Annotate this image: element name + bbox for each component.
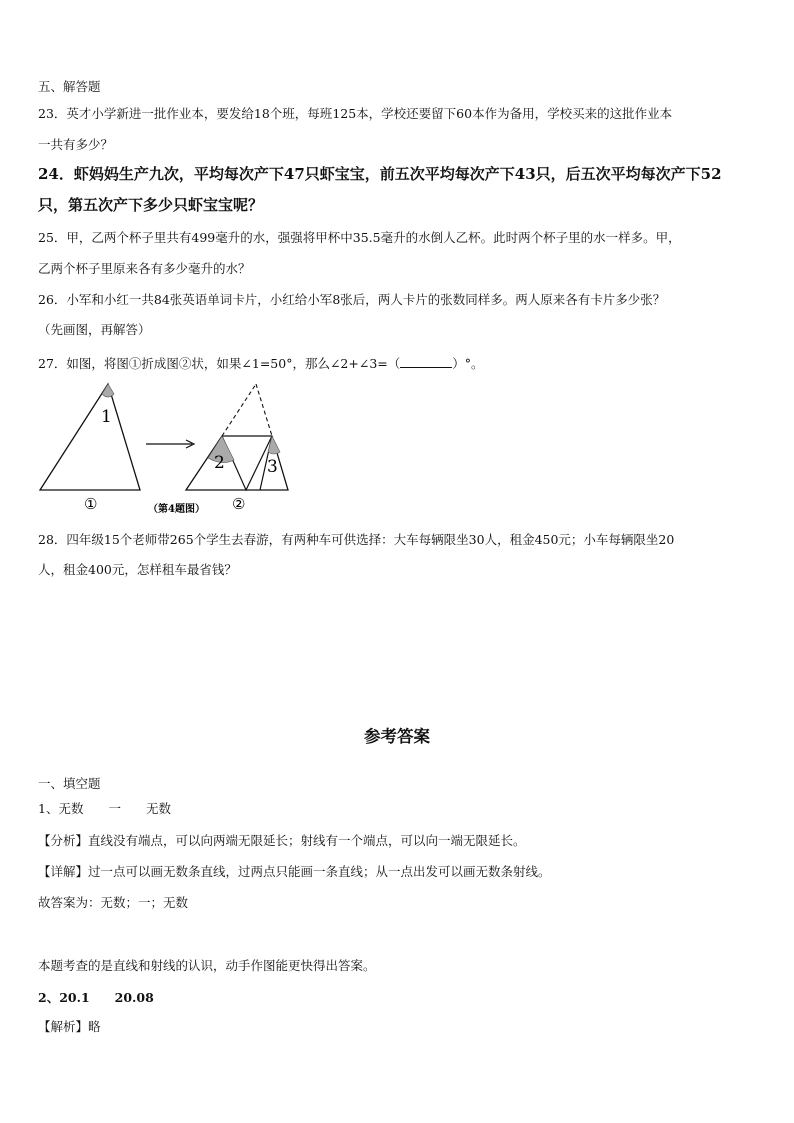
q26-line1: 26．小军和小红一共84张英语单词卡片，小红给小军8张后，两人卡片的张数同样多。两人原来各有卡片多少张？ (38, 292, 666, 307)
fold-lines (222, 436, 272, 490)
q28-line2: 人，租金400元，怎样租车最省钱？ (38, 562, 237, 577)
fig1-label: ① (84, 495, 98, 513)
answer-blank (400, 355, 452, 368)
answer1-detail: 【详解】过一点可以画无数条直线，过两点只能画一条直线；从一点出发可以画无数条射线。 (38, 864, 551, 879)
q23-line1: 23．英才小学新进一批作业本，要发给18个班，每班125本，学校还要留下60本作为备用，学校买来的这批作业本 (38, 106, 673, 121)
dashed-side-right (256, 384, 272, 436)
section1-heading: 一、填空题 (38, 776, 101, 791)
dashed-side-left (222, 384, 256, 436)
angle3-arc (268, 436, 280, 454)
answer2: 2、20.1 20.08 (38, 990, 154, 1005)
q24-line2: 只，第五次产下多少只虾宝宝呢？ (38, 196, 264, 214)
answer1-note: 本题考查的是直线和射线的认识，动手作图能更快得出答案。 (38, 958, 376, 973)
q28-line1: 28．四年级15个老师带265个学生去春游，有两种车可供选择：大车每辆限坐30人，租金450元；小车每辆限坐20 (38, 532, 675, 547)
q27-prefix: 27．如图，将图①折成图②状，如果∠1=50°，那么∠2+∠3=（ (38, 356, 401, 371)
q23-line2: 一共有多少？ (38, 137, 114, 152)
answer2-analysis: 【解析】略 (38, 1019, 101, 1034)
answer1-final: 故答案为：无数；一；无数 (38, 895, 189, 910)
q25-line2: 乙两个杯子里原来各有多少毫升的水？ (38, 261, 251, 276)
angle3-label: 3 (267, 457, 278, 477)
q27-line (38, 355, 484, 372)
figure-caption: （第4题图） (148, 504, 205, 515)
angle1-label: 1 (101, 407, 112, 427)
folding-triangle-figure (36, 380, 306, 520)
q25-line1: 25．甲，乙两个杯子里共有499毫升的水，强强将甲杯中35.5毫升的水倒人乙杯。此时两个杯子里的水一样多。甲， (38, 230, 681, 245)
answer1: 1、无数 一 无数 (38, 801, 171, 816)
triangle-fig1 (40, 384, 140, 490)
angle2-label: 2 (214, 453, 225, 473)
fig2-label: ② (232, 495, 246, 513)
q27-suffix: ）°。 (452, 356, 484, 371)
q24-line1: 24．虾妈妈生产九次，平均每次产下47只虾宝宝，前五次平均每次产下43只，后五次平均每次产下52 (38, 165, 722, 183)
answer1-analysis: 【分析】直线没有端点，可以向两端无限延长；射线有一个端点，可以向一端无限延长。 (38, 833, 526, 848)
section5-heading: 五、解答题 (38, 79, 101, 94)
answers-title: 参考答案 (364, 727, 430, 746)
q26-line2: （先画图，再解答） (38, 322, 151, 337)
angle1-arc (102, 384, 114, 397)
